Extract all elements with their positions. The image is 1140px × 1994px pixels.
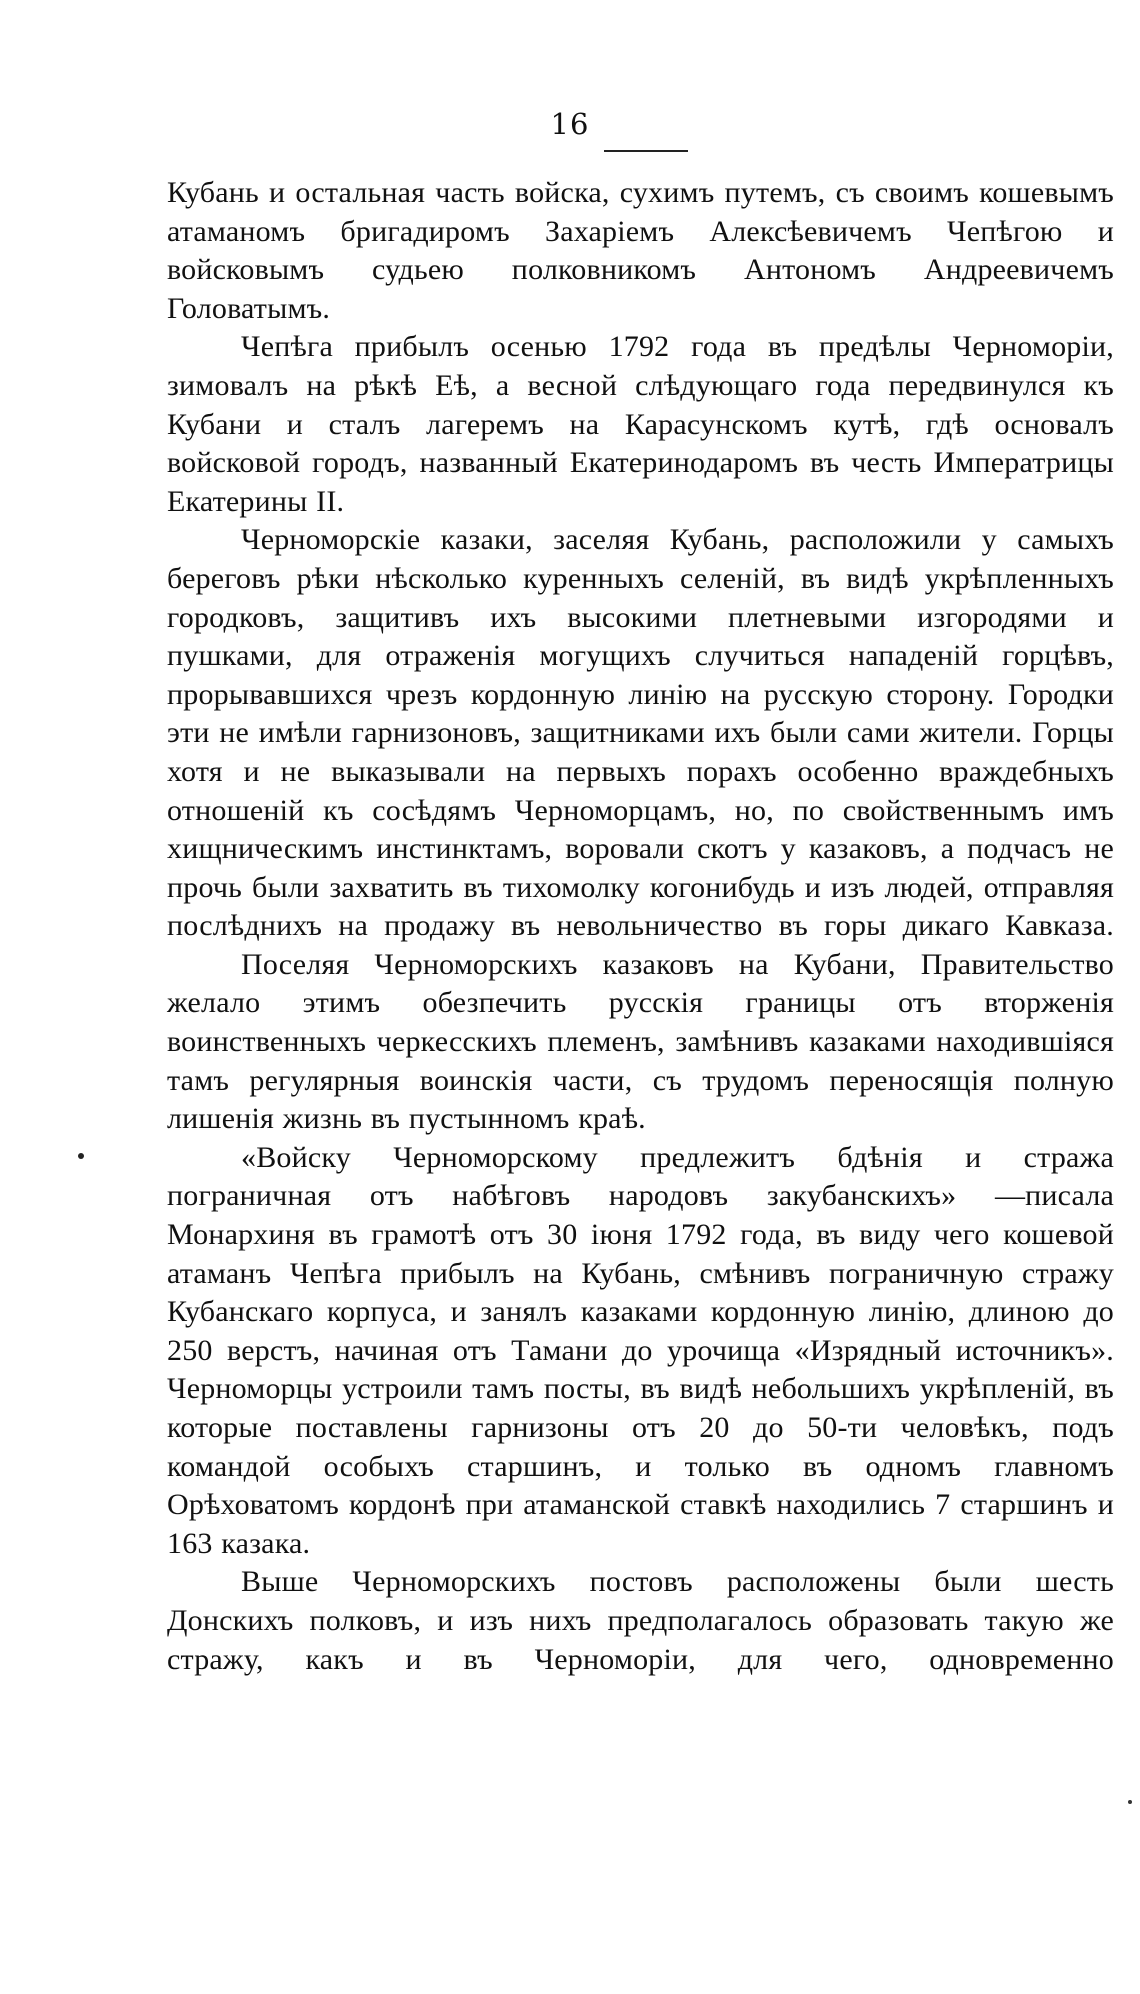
margin-ink-mark xyxy=(78,1153,84,1159)
page-number-underline xyxy=(604,150,688,152)
paragraph-4: Поселяя Черноморскихъ казаковъ на Кубани, Правительство желало этимъ обезпечить русскія границы отъ вторженія воинственныхъ черкесскихъ племенъ, замѣнивъ казаками находившіяся тамъ регулярныя воинскія части, съ трудомъ переносящія полную лишенія жизнь въ пустынномъ краѣ. xyxy=(167,947,1114,1136)
paragraph-5: «Войску Черноморскому предлежитъ бдѣнія и стража пограничная отъ набѣговъ народовъ закубанскихъ» —писала Монархиня въ грамотѣ отъ 30 іюня 1792 года, въ виду чего кошевой атаманъ Чепѣга прибылъ на Кубань, смѣнивъ пограничную стражу Кубанскаго корпуса, и занялъ казаками кордонную линію, длиною до 250 верстъ, начиная отъ Тамани до урочища «Изрядный источникъ». Черноморцы устроили тамъ посты, въ видѣ небольшихъ укрѣпленій, въ которые поставлены гарнизоны отъ 20 до 50-ти человѣкъ, подъ командой особыхъ старшинъ, и только въ одномъ главномъ Орѣховатомъ кордонѣ при атаманской ставкѣ находились 7 старшинъ и 163 казака. xyxy=(167,1140,1114,1560)
page-number: 16 xyxy=(550,107,590,141)
paragraph-6: Выше Черноморскихъ постовъ расположены были шесть Донскихъ полковъ, и изъ нихъ предполагалось образовать такую же стражу, какъ и въ Черноморіи, для чего, одновременно xyxy=(167,1565,1114,1676)
margin-ink-dot xyxy=(1128,1800,1132,1804)
body-text xyxy=(167,174,1114,1679)
paragraph-1: Кубань и остальная часть войска, сухимъ путемъ, съ своимъ кошевымъ атаманомъ бригадиромъ Захаріемъ Алексѣевичемъ Чепѣгою и войсковымъ судьею полковникомъ Антономъ Андреевичемъ Головатымъ. xyxy=(167,176,1114,325)
paragraph-2: Чепѣга прибылъ осенью 1792 года въ предѣлы Черноморіи, зимовалъ на рѣкѣ Еѣ, а весной слѣдующаго года передвинулся къ Кубани и сталъ лагеремъ на Карасунскомъ кутѣ, гдѣ основалъ войсковой городъ, названный Екатеринодаромъ въ честь Императрицы Екатерины II. xyxy=(167,330,1114,518)
paragraph-3: Черноморскіе казаки, заселяя Кубань, расположили у самыхъ береговъ рѣки нѣсколько куренныхъ селеній, въ видѣ укрѣпленныхъ городковъ, защитивъ ихъ высокими плетневыми изгородями и пушками, для отраженія могущихъ случиться нападеній горцѣвъ, прорывавшихся чрезъ кордонную линію на русскую сторону. Городки эти не имѣли гарнизоновъ, защитниками ихъ были сами жители. Горцы хотя и не выказывали на первыхъ порахъ особенно враждебныхъ отношеній къ сосѣдямъ Черноморцамъ, но, по свойственнымъ имъ хищническимъ инстинктамъ, воровали скотъ у казаковъ, а подчасъ не прочь были захватить въ тихомолку когонибудь и изъ людей, отправляя послѣднихъ на продажу въ невольничество въ горы дикаго Кавказа. xyxy=(167,523,1114,943)
